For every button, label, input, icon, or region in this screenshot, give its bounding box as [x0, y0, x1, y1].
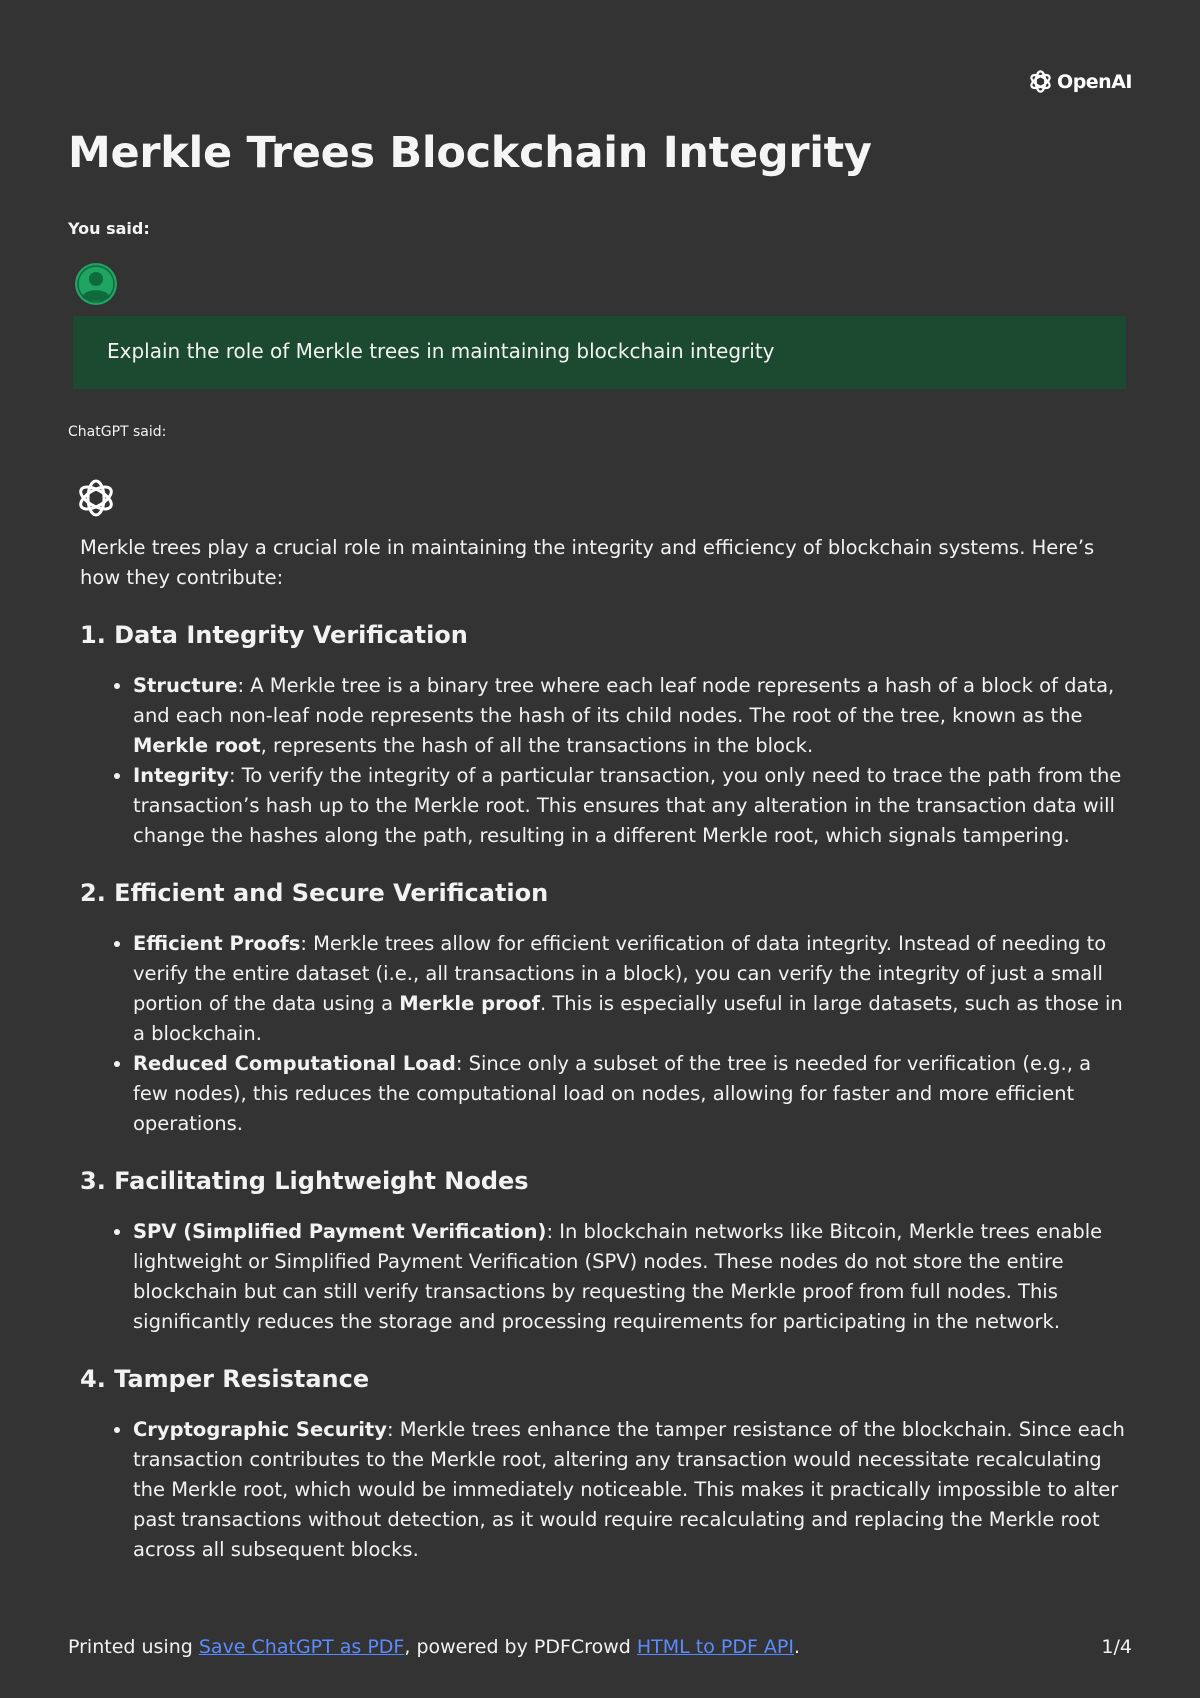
section-heading: 2. Efficient and Secure Verification — [80, 879, 549, 907]
openai-logo-icon — [73, 475, 119, 521]
bold-term: Structure — [133, 674, 238, 697]
assistant-speaker-label: ChatGPT said: — [68, 424, 167, 440]
list-item — [133, 1217, 1125, 1337]
footer-middle: , powered by PDFCrowd — [404, 1636, 637, 1658]
list-item — [133, 761, 1125, 851]
response-sections — [80, 619, 1125, 1565]
item-text: : Merkle trees allow for efficient verification of data integrity. Instead of needing to verify the entire dataset (i.e., all transactions in a block), you can verify the integrity of just a small portion of the data using a — [133, 932, 1107, 1015]
bullet-list — [80, 671, 1125, 851]
section-heading: 4. Tamper Resistance — [80, 1365, 370, 1393]
item-text: , represents the hash of all the transactions in the block. — [260, 734, 814, 757]
bullet-list — [80, 1217, 1125, 1337]
response-intro: Merkle trees play a crucial role in maintaining the integrity and efficiency of blockchain systems. Here’s how they contribute: — [80, 536, 1095, 589]
user-message: Explain the role of Merkle trees in maintaining blockchain integrity — [73, 316, 1126, 389]
print-footer — [68, 1636, 1132, 1658]
item-text: : A Merkle tree is a binary tree where each leaf node represents a hash of a block of data, and each non-leaf node represents the hash of its child nodes. The root of the tree, known as the — [133, 674, 1115, 727]
openai-logo-icon — [1027, 68, 1054, 95]
user-avatar-icon — [73, 261, 119, 307]
page-number: 1/4 — [1101, 1636, 1132, 1658]
footer-credit — [68, 1636, 800, 1658]
section-heading: 3. Facilitating Lightweight Nodes — [80, 1167, 529, 1195]
save-chatgpt-as-pdf-link[interactable]: Save ChatGPT as PDF — [198, 1636, 405, 1658]
footer-suffix: . — [793, 1636, 801, 1658]
user-speaker-label: You said: — [68, 219, 150, 238]
bold-term: Merkle proof — [399, 992, 540, 1015]
item-text: : Merkle trees enhance the tamper resistance of the blockchain. Since each transaction contributes to the Merkle root, altering any transaction would necessitate recalculating the Merkle root, which would be immediately noticeable. This makes it practically impossible to alter past transactions without detection, as it would require recalculating and replacing the Merkle root across all subsequent blocks. — [133, 1418, 1125, 1561]
item-text: : Since only a subset of the tree is needed for verification (e.g., a few nodes), this reduces the computational load on nodes, allowing for faster and more efficient operations. — [133, 1052, 1092, 1135]
page-title: Merkle Trees Blockchain Integrity — [68, 128, 872, 178]
footer-prefix: Printed using — [68, 1636, 199, 1658]
bold-term: Merkle root — [133, 734, 261, 757]
bold-term: SPV (Simplified Payment Verification) — [133, 1220, 547, 1243]
assistant-response — [80, 533, 1125, 1565]
section-heading: 1. Data Integrity Verification — [80, 621, 468, 649]
bold-term: Integrity — [133, 764, 229, 787]
item-text: : In blockchain networks like Bitcoin, Merkle trees enable lightweight or Simplified Payment Verification (SPV) nodes. These nodes do not store the entire blockchain but can still verify transactions by requesting the Merkle proof from full nodes. This significantly reduces the storage and processing requirements for participating in the network. — [133, 1220, 1103, 1333]
list-item — [133, 1415, 1125, 1565]
html-to-pdf-api-link[interactable]: HTML to PDF API — [636, 1636, 794, 1658]
bullet-list — [80, 929, 1125, 1139]
bold-term: Cryptographic Security — [133, 1418, 387, 1441]
item-text: . This is especially useful in large datasets, such as those in a blockchain. — [133, 992, 1123, 1045]
openai-brand-logo — [1027, 68, 1132, 95]
bullet-list — [80, 1415, 1125, 1565]
list-item — [133, 1049, 1125, 1139]
item-text: : To verify the integrity of a particular transaction, you only need to trace the path from the transaction’s hash up to the Merkle root. This ensures that any alteration in the transaction data will change the hashes along the path, resulting in a different Merkle root, which signals tampering. — [133, 764, 1122, 847]
bold-term: Reduced Computational Load — [133, 1052, 456, 1075]
list-item — [133, 671, 1125, 761]
list-item — [133, 929, 1125, 1049]
bold-term: Efficient Proofs — [133, 932, 301, 955]
brand-name: OpenAI — [1057, 70, 1132, 93]
